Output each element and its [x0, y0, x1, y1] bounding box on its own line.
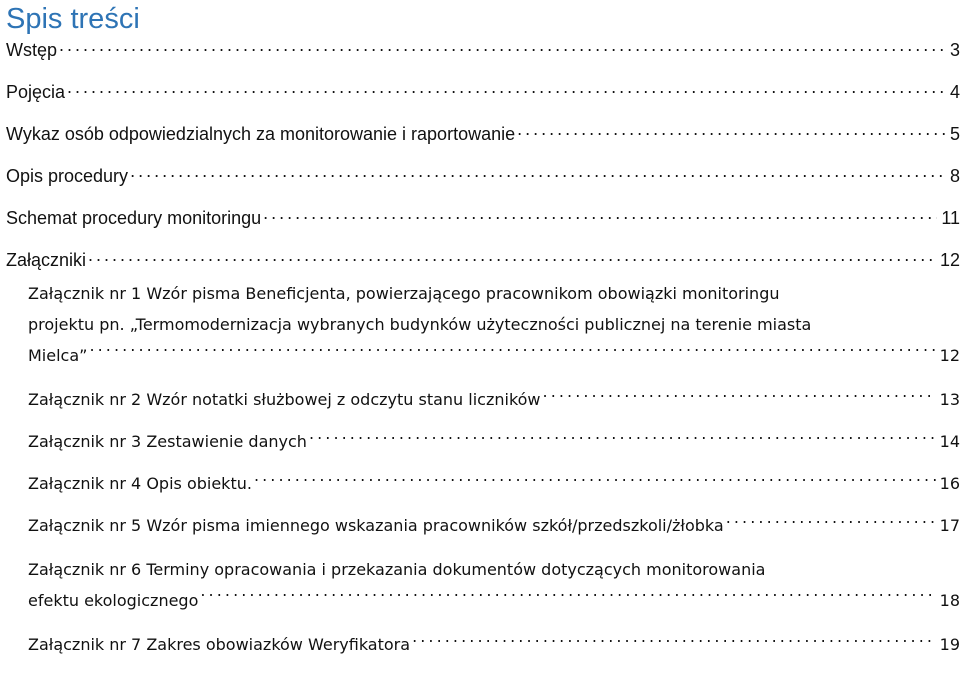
dot-leader	[200, 590, 935, 606]
toc-entry-page: 19	[939, 635, 960, 654]
dot-leader	[412, 634, 936, 650]
toc-entry-text: Schemat procedury monitoringu	[6, 208, 262, 228]
toc-entry-page: 5	[949, 124, 960, 144]
dot-leader	[309, 431, 936, 447]
dot-leader	[254, 473, 936, 489]
toc-entry-page: 17	[939, 516, 960, 535]
toc-entry-page: 11	[941, 208, 960, 228]
toc-entry-text: efektu ekologicznego	[28, 591, 199, 610]
toc-entry-text: Załączniki	[6, 250, 87, 270]
toc-entry-schemat[interactable]	[6, 206, 960, 229]
toc-entry-text: Załącznik nr 5 Wzór pisma imiennego wskazania pracowników szkół/przedszkoli/żłobka	[28, 516, 724, 535]
toc-entry-zalacznik-3[interactable]	[6, 428, 960, 455]
toc-entry-page: 4	[949, 82, 960, 102]
toc-entry-page: 3	[949, 40, 960, 60]
toc-entry-zalacznik-1[interactable]	[6, 278, 960, 371]
dot-leader	[88, 248, 936, 266]
table-of-contents	[6, 0, 960, 673]
toc-entry-zalacznik-2[interactable]	[6, 386, 960, 413]
toc-entry-text-line: Załącznik nr 1 Wzór pisma Beneficjenta, powierzającego pracownikom obowiązki monitoringu	[28, 284, 780, 303]
dot-leader	[67, 80, 946, 98]
dot-leader	[89, 345, 935, 361]
toc-entry-text: Załącznik nr 3 Zestawienie danych	[28, 432, 307, 451]
toc-title: Spis treści	[6, 3, 140, 35]
toc-entry-zalacznik-5[interactable]	[6, 512, 960, 539]
toc-entry-text-line: projektu pn. „Termomodernizacja wybranych budynków użyteczności publicznej na terenie miasta	[28, 315, 812, 334]
dot-leader	[59, 38, 946, 56]
toc-entry-zalacznik-7[interactable]	[6, 631, 960, 658]
toc-entry-text: Wykaz osób odpowiedzialnych za monitorowanie i raportowanie	[6, 124, 516, 144]
toc-entry-text: Opis procedury	[6, 166, 129, 186]
toc-entry-page: 16	[939, 474, 960, 493]
dot-leader	[543, 389, 936, 405]
toc-entry-page: 12	[939, 346, 960, 365]
toc-entry-text: Wstęp	[6, 40, 58, 60]
toc-entry-text: Mielca”	[28, 346, 88, 365]
toc-entry-text: Pojęcia	[6, 82, 66, 102]
dot-leader	[263, 206, 937, 224]
toc-entry-zalaczniki[interactable]	[6, 248, 960, 271]
toc-entry-page: 8	[949, 166, 960, 186]
toc-entry-page: 12	[939, 250, 960, 270]
toc-entry-zalacznik-4[interactable]	[6, 470, 960, 497]
toc-entry-text-line: Załącznik nr 6 Terminy opracowania i przekazania dokumentów dotyczących monitorowania	[28, 560, 766, 579]
toc-entry-opis-procedury[interactable]	[6, 164, 960, 187]
toc-entry-text: Załącznik nr 7 Zakres obowiazków Weryfikatora	[28, 635, 411, 654]
dot-leader	[130, 164, 946, 182]
toc-entries	[6, 38, 960, 658]
toc-entry-page: 13	[939, 390, 960, 409]
toc-entry-wstep[interactable]	[6, 38, 960, 61]
toc-entry-zalacznik-6[interactable]	[6, 554, 960, 616]
toc-entry-text: Załącznik nr 4 Opis obiektu.	[28, 474, 252, 493]
toc-entry-text: Załącznik nr 2 Wzór notatki służbowej z odczytu stanu liczników	[28, 390, 541, 409]
toc-entry-page: 14	[939, 432, 960, 451]
toc-entry-page: 18	[939, 591, 960, 610]
dot-leader	[517, 122, 946, 140]
toc-entry-pojecia[interactable]	[6, 80, 960, 103]
toc-entry-wykaz-osob[interactable]	[6, 122, 960, 145]
dot-leader	[726, 515, 936, 531]
